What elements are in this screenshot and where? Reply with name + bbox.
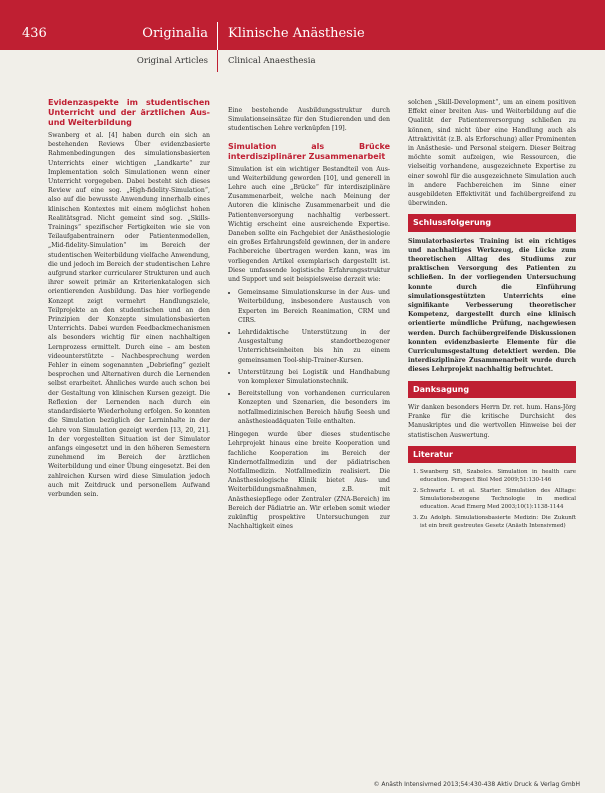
header-divider <box>217 22 218 50</box>
rubric-en: Original Articles <box>136 56 208 66</box>
list-item: • Unterstützung bei Logistik und Handhabung von komplexer Simulationstechnik. <box>238 368 390 386</box>
column-1-text: Swanberg et al. [4] haben durch ein sich an bestehenden Reviews Über evidenzbasierte Rahmenbedingungen des simulationsbasierten Unterrichts einer wichtigen „Landkarte“ zur Implementation solch Simulationen wenn einer Unterricht vorgegeben. Dabei besteht sich dieses Review auf eine sog. „High-fidelity-Simulation“, also auf die bewusste Anwendung innerhalb eines klinischen Kontextes mit einem möglichst hohen Realitätsgrad. Nicht gemeint sind sog. „Skills-Trainings“ spezifischer Fertigkeiten wie sie von Teilaufgabentrainern oder Patientenmodellen, „Mid-fidelity-Simulation“ im Bereich der studentischen Weiterbildung vielfache Anwendung, die und jedoch im Bereich der studentischen Lehre aufgrund starker curricularer Strukturen und auch ihrer soweit primär an Kriterienkatalogen sich orientierenden Ausbildung. Das hier vorliegende Konzept zeigt vermehrt Handlungsziele, Teilprojekte an den studentischen und an den Prinzipien der Konzepte simulationsbasierten Unterrichts. Dabei wurden Feedbackmechanismen als besonders wichtig für einen nachhaltigen Lernprozess ermittelt. Durch eine – am besten videounterstützte – Nachbesprechung werden Fehler in einem sogenannten „Debriefing“ gezielt besprochen und Alternativen durch die Lernenden selbst erarbeitet. Ähnliches wurde auch schon bei der Gestaltung von klinischen Kursen gezeigt. Die Reflexion der Lernenden nach durch ein standardisierte Wiederholung erfolgen. So konnten die Simulation bezüglich der Lerninhalte in der Lehre von Simulation gezeigt werden [13, 20, 21]. In der vorgestellten Situation ist der Simulator anfangs eingesetzt und in den höheren Semestern zunehmend im Bereich der ärztlichen Weiterbildung und einer Übung eingesetzt. Bei den zahlreichen Kursen wird diese Simulation jedoch auch mit Zeitdruck und personellem Aufwand verbunden sein. <box>48 132 210 498</box>
column-2-text-after: Hingegen wurde über dieses studentische Lehrprojekt hinaus eine breite Kooperation und fachliche Kooperation im Bereich der Kindernotfallmedizin und der pädiatrischen Notfallmedizin. Notfallmedizin realisiert. Die Anästhesiologische Klinik bietet Aus- und Weiterbildungsmaßnahmen, z.B. mit Anästhesiepflege oder Zentraler (ZNA-Bereich) im Bereich der Pädiatrie an. Wir erleben somit wieder zukünftig prospektive Untersuchungen zur Nachhaltigkeit eines <box>228 431 390 531</box>
conclusion-text: Simulatorbasiertes Training ist ein richtiges und nachhaltiges Werkzeug, die Lücke zum theoretischen Alltag des Studiums zur praktischen Versorgung des Patienten zu schließen. In der vorliegenden Untersuchung konnte durch die Einführung simulationsgestützten Unterrichts eine signifikante Verbesserung theoretischer Kompetenz, dargestellt durch eine klinisch orientierte mündliche Prüfung, nachgewiesen werden. Durch fachübergreifende Diskussionen konnten evidenzbasierte Elemente für die Curriculumsgestaltung detektiert werden. Die interdisziplinäre Zusammenarbeit wurde durch dieses Lehrprojekt nachhaltig befruchtet. <box>408 237 576 374</box>
thanks-text: Wir danken besonders Herrn Dr. ret. hum. Hans-Jörg Franke für die kritische Durchsicht des Manuskriptes und die wertvollen Hinweise bei der statistischen Auswertung. <box>408 403 576 439</box>
column-2 <box>228 106 390 781</box>
list-item: • Gemeinsame Simulationskurse in der Aus- und Weiterbildung, insbesondere Austausch von Experten im Bereich Reanimation, CRM und CIRS. <box>238 288 390 325</box>
conclusion-heading: Schlussfolgerung <box>408 214 576 231</box>
page-number: 436 <box>22 26 47 41</box>
footer-copyright: © Anästh Intensivmed 2013;54:430-438 Aktiv Druck & Verlag GmbH <box>373 781 580 788</box>
column-2-text: Simulation ist ein wichtiger Bestandteil von Aus- und Weiterbildung geworden [10], und generell in Lehre auch eine „Brücke“ für interdisziplinäre Zusammenarbeit, welche nach Meinung der Autoren die klinische Zusammenarbeit und die Patientenversorgung nachhaltig verbessert. Wichtig erscheint eine ausreichende Expertise. Daneben sollte ein Fachgebiet der Anästhesiologie ein großes Erfahrungsfeld gewinnen, der in andere Fachbereiche übertragen werden kann, was im vorliegenden Artikel exemplarisch dargestellt ist. Diese umfassende logistische Erfahrungsstruktur und Support und seit beispielsweise derzeit wie: <box>228 165 390 284</box>
literature-heading: Literatur <box>408 446 576 463</box>
column-3 <box>408 98 576 778</box>
section-en: Clinical Anaesthesia <box>228 56 316 66</box>
reference-list <box>408 468 576 530</box>
list-item: • Bereitstellung von vorhandenen curricularen Konzepten und Szenarien, die besonders im notfallmedizinischen Bereich häufig Seesh und anästhesieadäquaten Teile enthalten. <box>238 389 390 426</box>
header-bar <box>0 0 605 50</box>
header-divider-lower <box>217 50 218 72</box>
column-1 <box>48 98 210 778</box>
reference-item: 3. Zu Adolph. Simulationsbasierte Medizin: Die Zukunft ist ein breit gestreutes Gesetz (Anästh Intensivmed) <box>420 514 576 530</box>
list-item: • Lehrdidaktische Unterstützung in der Ausgestaltung standortbezogener Unterrichtseinheiten bis hin zu einem gemeinsamen Tool-ship-Trainer-Kursen. <box>238 328 390 365</box>
column-3-intro: solchen „Skill-Development“, um an einem positiven Effekt einer breiten Aus- und Weiterbildung auf die Qualität der Patientenversorgung schließen zu können, sind nicht über eine Handlung auch als Attraktivität (z.B. als Erforschung) aller Prominenten in Anästhesie- und Personal steigern. Dieser Beitrag möchte somit aufzeigen, wie Ressourcen, die vielseitig vorhandene, ausgezeichnete Expertise zu einer sowohl für die ausgezeichnete Simulation auch in andere Fachbereichen im Sinne einer ausgebildeten Effektivität und fachübergreifend zu überwinden. <box>408 99 576 208</box>
section-heading-simulation: Simulation als Brücke interdisziplinärer Zusammenarbeit <box>228 141 390 161</box>
rubric-de: Originalia <box>142 26 208 41</box>
reference-item: 2. Schwartz L et al. Starter. Simulation des Alltags: Simulationsbezogene Technologie in medical education. Acad Emerg Med 2003;10(1):1138-1144 <box>420 487 576 511</box>
section-heading-evidenz: Evidenzaspekte im studentischen Unterricht und der ärztlichen Aus- und Weiterbildung <box>48 98 210 127</box>
thanks-heading: Danksagung <box>408 381 576 398</box>
bullet-list <box>228 288 390 426</box>
reference-item: 1. Swanberg SB, Szabolcs. Simulation in health care education. Perspect Biol Med 2009;51:130-146 <box>420 468 576 484</box>
column-2-intro: Eine bestehende Ausbildungsstruktur durch Simulationseinsätze für den Studierenden und den studentischen Lehre verknüpfen [19]. <box>228 107 390 133</box>
section-de: Klinische Anästhesie <box>228 26 365 41</box>
